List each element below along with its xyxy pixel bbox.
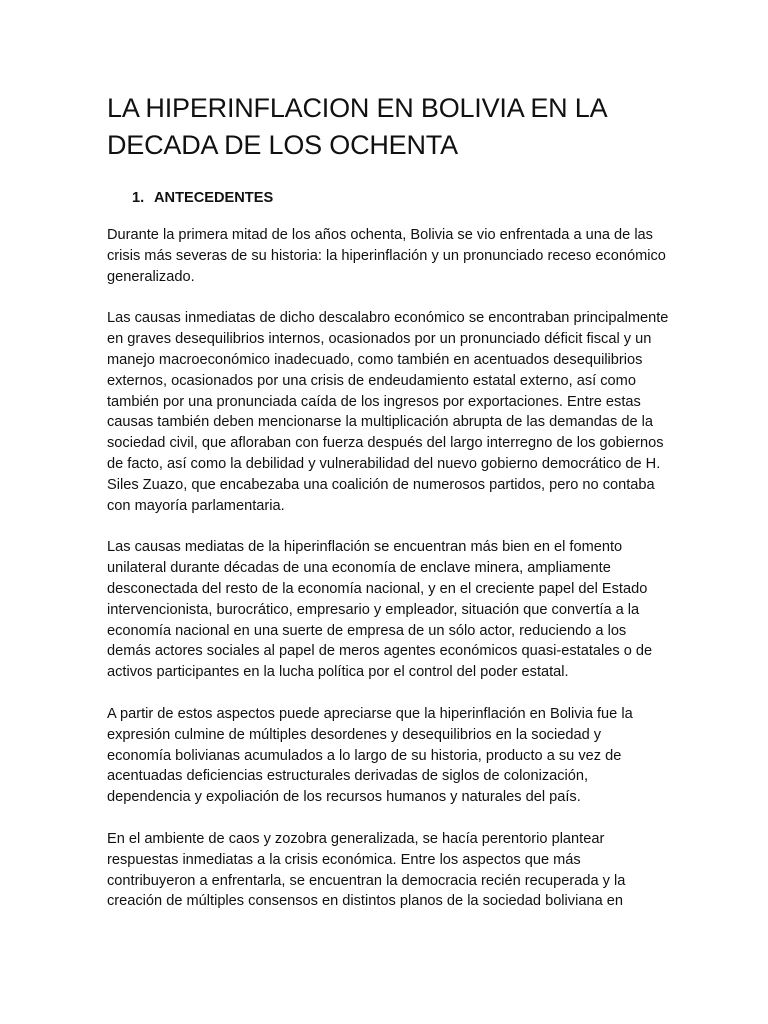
document-body — [107, 90, 669, 912]
section-heading-label: ANTECEDENTES — [154, 190, 274, 206]
document-title: LA HIPERINFLACION EN BOLIVIA EN LA DECADA DE LOS OCHENTA — [107, 93, 606, 160]
section-heading — [107, 188, 669, 208]
paragraph-4: A partir de estos aspectos puede apreciarse que la hiperinflación en Bolivia fue la expresión culmine de múltiples desordenes y desequilibrios en la sociedad y economía bolivianas acumulados a lo largo de su historia, producto a su vez de acentuadas deficiencias estructurales derivadas de siglos de colonización, dependencia y expoliación de los recursos humanos y naturales del país. — [107, 705, 633, 806]
section-number: 1. — [132, 190, 145, 206]
paragraph-3: Las causas mediatas de la hiperinflación se encuentran más bien en el fomento unilateral durante décadas de una economía de enclave minera, ampliamente desconectada del resto de la economía nacional, y en el creciente papel del Estado intervencionista, burocrático, empresario y empleador, situación que convertía a la economía nacional en una suerte de empresa de un sólo actor, reduciendo a los demás actores sociales al papel de meros agentes económicos quasi-estatales o de activos participantes en la lucha política por el control del poder estatal. — [107, 539, 653, 681]
paragraph-1: Durante la primera mitad de los años ochenta, Bolivia se vio enfrentada a una de las crisis más severas de su historia: la hiperinflación y un pronunciado receso económico generalizado. — [107, 227, 666, 285]
paragraph-2: Las causas inmediatas de dicho descalabro económico se encontraban principalmente en graves desequilibrios internos, ocasionados por un pronunciado déficit fiscal y un manejo macroeconómico inadecuado, como también en acentuados desequilibrios externos, ocasionados por una crisis de endeudamiento estatal externo, así como también por una pronunciada caída de los ingresos por exportaciones. Entre estas causas también deben mencionarse la multiplicación abrupta de las demandas de la sociedad civil, que afloraban con fuerza después del largo interregno de los gobiernos de facto, así como la debilidad y vulnerabilidad del nuevo gobierno democrático de H. Siles Zuazo, que encabezaba una coalición de numerosos partidos, pero no contaba con mayoría parlamentaria. — [107, 310, 669, 514]
paragraph-5: En el ambiente de caos y zozobra generalizada, se hacía perentorio plantear respuestas inmediatas a la crisis económica. Entre los aspectos que más contribuyeron a enfrentarla, se encuentran la democracia recién recuperada y la creación de múltiples consensos en distintos planos de la sociedad boliviana en — [107, 830, 626, 910]
